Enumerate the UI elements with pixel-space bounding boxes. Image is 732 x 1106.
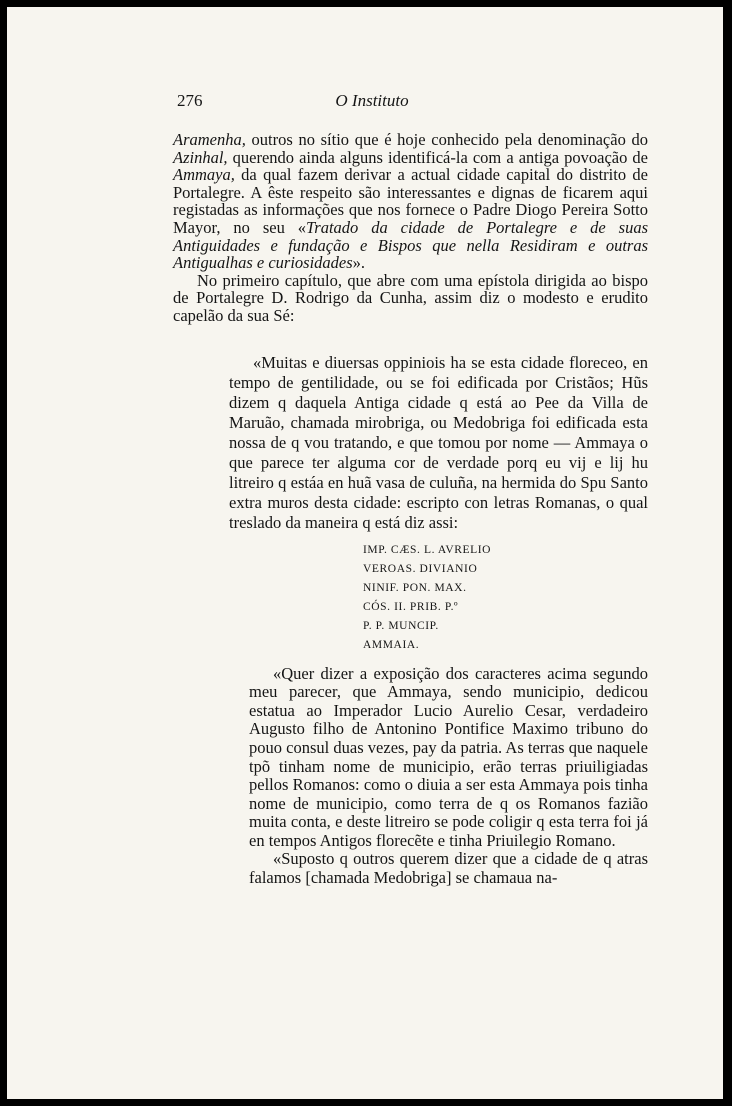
page-number: 276 [177, 91, 203, 110]
place-name-azinhal: Azinhal, [173, 147, 228, 167]
intro-paragraph: Aramenha, outros no sítio que é hoje conhecido pela denominação do Azinhal, querendo ainda alguns identificá-la com a antiga povoação de Ammaya, da qual fazem derivar a actual cidade capital do distrito de Portalegre. A êste respeito são interessantes e dignas de ficarem aqui registadas as informações que nos fornece o Padre Diogo Pereira Sotto Mayor, no seu «Tratado da cidade de Portalegre e de suas Antiguidades e fundação e Bispos que nella Residiram e outras Antigualhas e curiosidades». [173, 130, 648, 273]
place-name-aramenha: Aramenha, [173, 130, 246, 149]
quoted-passage-continued [249, 665, 648, 888]
page-body [173, 131, 648, 888]
latin-inscription [363, 541, 648, 655]
inscription-line: VEROAS. DIVIANIO [363, 562, 478, 575]
book-title: Tratado da cidade de Portalegre e de suas Antiguidades e fundação e Bispos que nella Residiram e outras Antigualhas e curiosidades [173, 217, 648, 273]
inscription-line: P. P. MUNCIP. [363, 619, 439, 632]
inscription-line: IMP. CÆS. L. AVRELIO [363, 543, 492, 556]
quote-paragraph: «Quer dizer a exposição dos caracteres acima segundo meu parecer, que Ammaya, sendo municipio, dedicou estatua ao Imperador Lucio Aurelio Cesar, verdadeiro Augusto filho de Antonino Pontifice Maximo tribuno do pouo consul duas vezes, pay da patria. As terras que naquele tpõ tinham nome de municipio, erão terras priuiligiadas pellos Romanos: como o diuia a ser esta Ammaya pois tinha nome de municipio, como terra de q os Romanos fazião muita conta, e deste litreiro se pode coligir q esta terra foi já en tempos Antigos florecẽte e tinha Priuilegio Romano. [249, 663, 648, 850]
inscription-line: CÓS. II. PRIB. P.º [363, 600, 459, 613]
quote-paragraph: «Muitas e diuersas oppiniois ha se esta cidade floreceo, en tempo de gentilidade, ou se foi edificada por Cristãos; Hũs dizem q daquela Antiga cidade q está ao Pee da Villa de Maruão, chamada mirobriga, ou Medobriga foi edificada esta nossa de q vou tratando, e que tomou por nome — Ammaya o que parece ter alguma cor de verdade porq eu vij e lij hu litreiro q estáa en huã vasa de culuña, na hermida do Spu Santo extra muros desta cidade: escripto con letras Romanas, o qual treslado da maneira q está diz assi: [229, 352, 648, 532]
inscription-line: AMMAIA. [363, 638, 420, 651]
second-paragraph: No primeiro capítulo, que abre com uma epístola dirigida ao bispo de Portalegre D. Rodrigo da Cunha, assim diz o modesto e erudito capelão da sua Sé: [173, 270, 648, 325]
place-name-ammaya: Ammaya, [173, 165, 235, 185]
running-title: O Instituto [335, 91, 409, 110]
quoted-passage [229, 353, 648, 533]
quote-paragraph: «Suposto q outros querem dizer que a cidade de q atras falamos [chamada Medobriga] se chamaua na- [249, 849, 648, 888]
book-page [7, 7, 723, 1099]
inscription-line: NINIF. PON. MAX. [363, 581, 467, 594]
page-header [177, 91, 567, 115]
